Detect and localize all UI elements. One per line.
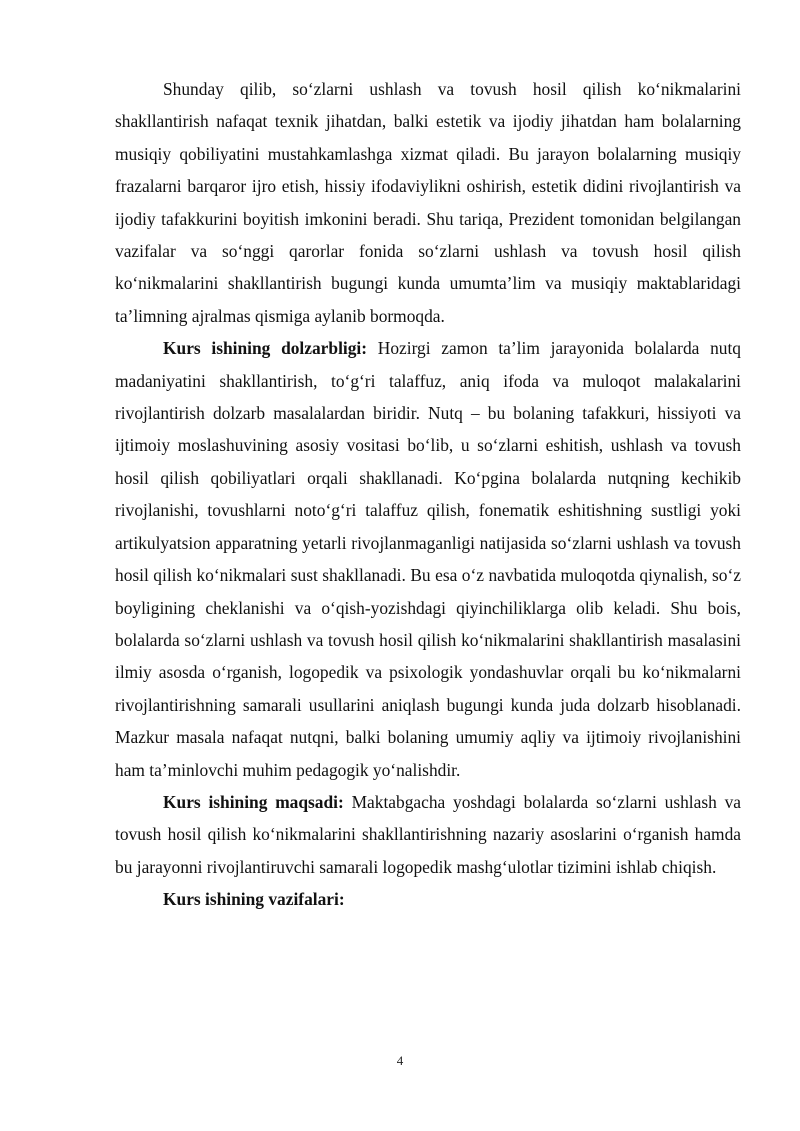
- paragraph-heading: Kurs ishining maqsadi:: [163, 791, 344, 812]
- paragraph-heading: Kurs ishining vazifalari:: [163, 889, 345, 910]
- paragraph-relevance: [115, 332, 741, 786]
- paragraph-text: Maktabgacha yoshdagi bolalarda so‘zlarni ushlash va tovush hosil qilish ko‘nikmalarini shakllantirishning nazariy asoslarini o‘rganish hamda bu jarayonni rivojlantiruvchi samarali logopedik mashg‘ulotlar tizimini ishlab chiqish.: [115, 791, 741, 877]
- paragraph-heading: Kurs ishining dolzarbligi:: [163, 338, 368, 359]
- paragraph-goal: [115, 786, 741, 883]
- document-body: [115, 73, 741, 916]
- paragraph-conclusion: [115, 73, 741, 332]
- paragraph-text: Shunday qilib, so‘zlarni ushlash va tovush hosil qilish ko‘nikmalarini shakllantirish nafaqat texnik jihatdan, balki estetik va ijodiy jihatdan ham bolalarning musiqiy qobiliyatini mustahkamlashga xizmat qiladi. Bu jarayon bolalarning musiqiy frazalarni barqaror ijro etish, hissiy ifodaviylikni oshirish, estetik didini rivojlantirish va ijodiy tafakkurini boyitish imkonini beradi. Shu tariqa, Prezident tomonidan belgilangan vazifalar va so‘nggi qarorlar fonida so‘zlarni ushlash va tovush hosil qilish ko‘nikmalarini shakllantirish bugungi kunda umumta’lim va musiqiy maktablaridagi ta’limning ajralmas qismiga aylanib bormoqda.: [115, 79, 741, 326]
- paragraph-text: Hozirgi zamon ta’lim jarayonida bolalarda nutq madaniyatini shakllantirish, to‘g‘ri talaffuz, aniq ifoda va muloqot malakalarini rivojlantirish dolzarb masalalardan biridir. Nutq – bu bolaning tafakkuri, hissiyoti va ijtimoiy moslashuvining asosiy vositasi bo‘lib, u so‘zlarni eshitish, ushlash va tovush hosil qilish qobiliyatlari orqali shakllanadi. Ko‘pgina bolalarda nutqning kechikib rivojlanishi, tovushlarni noto‘g‘ri talaffuz qilish, fonematik eshitishning sustligi yoki artikulyatsion apparatning yetarli rivojlanmaganligi natijasida so‘zlarni ushlash va tovush hosil qilish ko‘nikmalari sust shakllanadi. Bu esa o‘z navbatida muloqotda qiynalish, so‘z boyligining cheklanishi va o‘qish-yozishdagi qiyinchiliklarga olib keladi. Shu bois, bolalarda so‘zlarni ushlash va tovush hosil qilish ko‘nikmalarini shakllantirish masalasini ilmiy asosda o‘rganish, logopedik va psixologik yondashuvlar orqali bu ko‘nikmalarni rivojlantirishning samarali usullarini aniqlash bugungi kunda juda dolzarb hisoblanadi. Mazkur masala nafaqat nutqni, balki bolaning umumiy aqliy va ijtimoiy rivojlanishini ham ta’minlovchi muhim pedagogik yo‘nalishdir.: [115, 338, 741, 780]
- paragraph-tasks: [115, 883, 741, 915]
- page-number: 4: [396, 1053, 404, 1068]
